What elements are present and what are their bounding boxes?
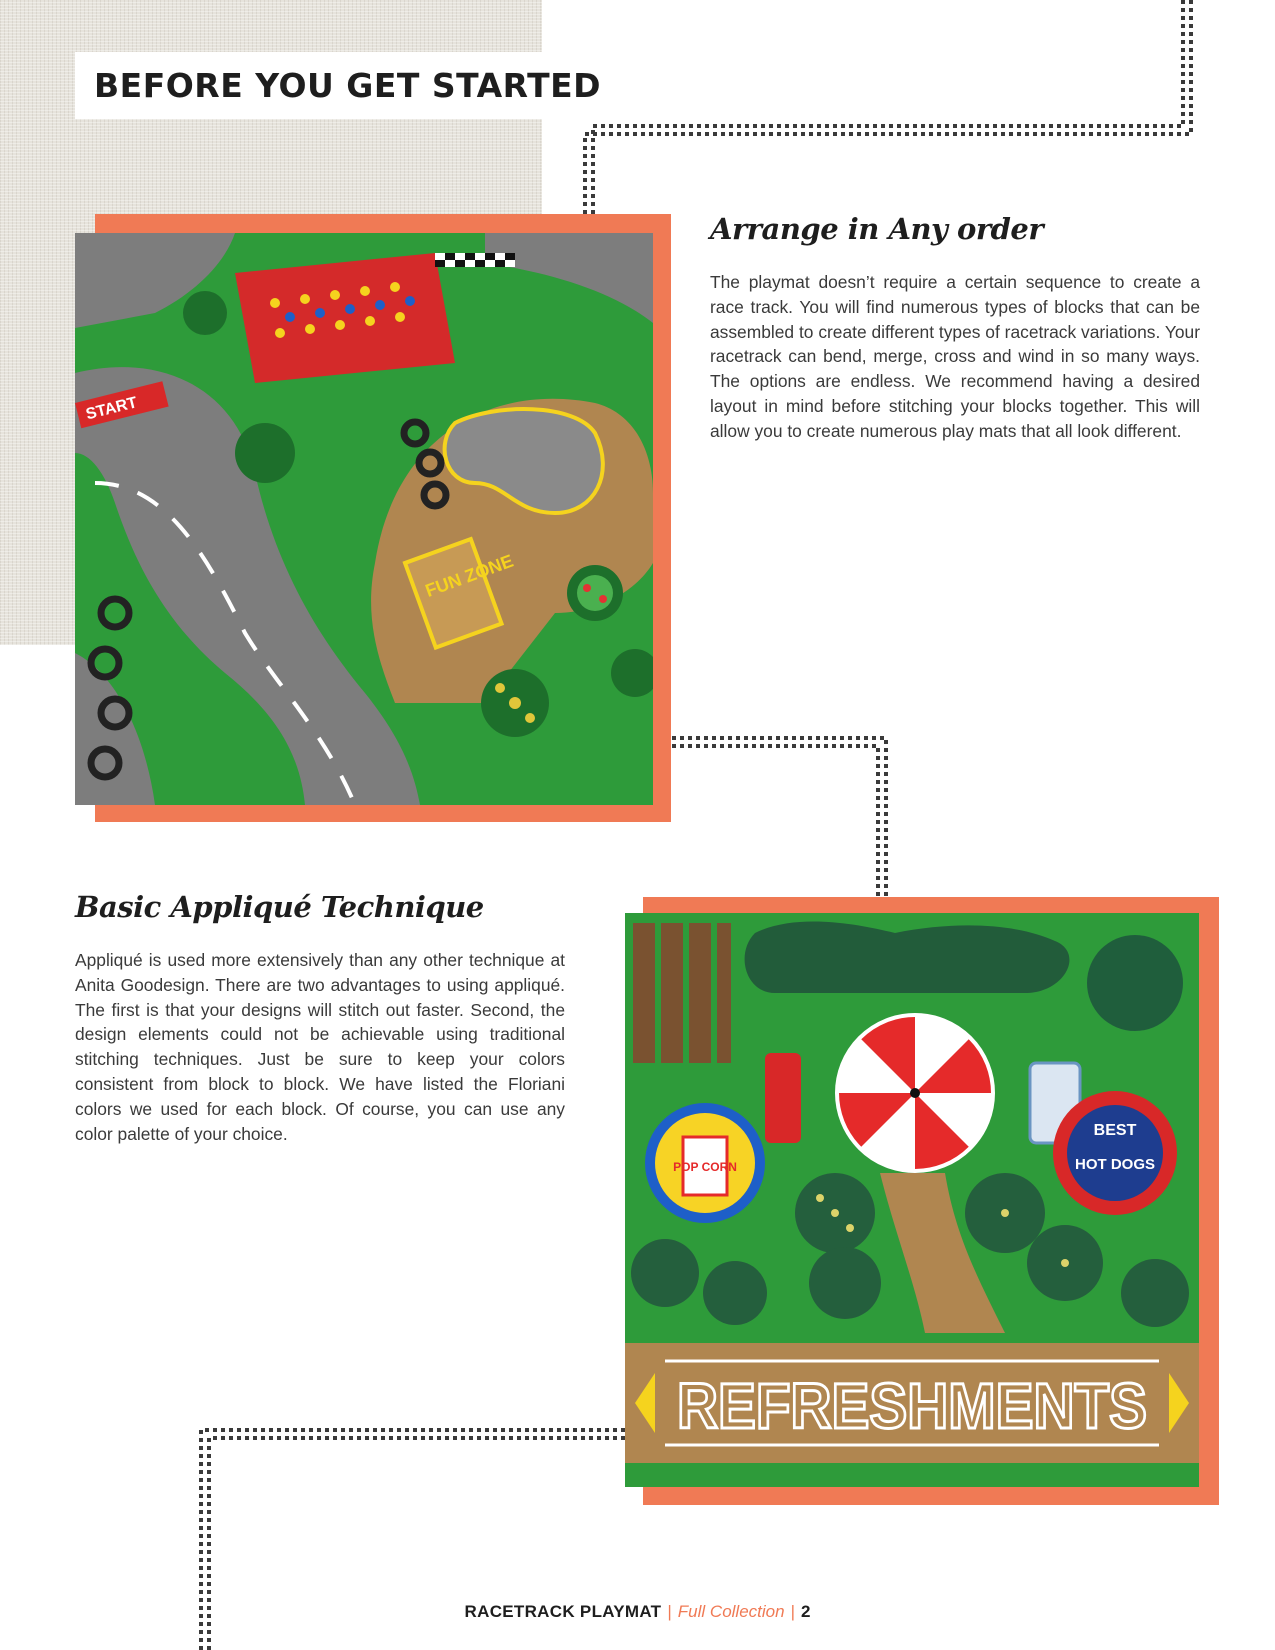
section-heading-arrange: Arrange in Any order <box>710 212 1044 246</box>
hotdogs-label-bottom: HOT DOGS <box>1074 1156 1156 1173</box>
refreshments-photo <box>625 913 1199 1487</box>
start-label: START <box>84 394 139 424</box>
page-title: BEFORE YOU GET STARTED <box>94 66 602 105</box>
footer <box>0 1602 1275 1622</box>
footer-collection: Full Collection <box>677 1602 785 1621</box>
section-body-arrange: The playmat doesn’t require a certain sequence to create a race track. You will find numerous types of blocks that can be assembled to create different types of racetrack variations. Your racetrack can bend, merge, cross and wind in so many ways. The options are endless. We recommend having a desired layout in mind before stitching your blocks together. This will allow you to create numerous play mats that all look different. <box>710 272 1200 441</box>
footer-separator: | <box>667 1602 672 1621</box>
section-body-applique: Appliqué is used more extensively than any other technique at Anita Goodesign. There are two advantages to using appliqué. The first is that your designs will stitch out faster. Second, the design elements could not be achievable using traditional stitching techniques. Just be sure to keep your colors consistent from block to block. We have listed the Floriani colors we used for each block. Of course, you can use any color palette of your choice. <box>75 950 565 1144</box>
footer-page-number: 2 <box>800 1602 811 1621</box>
racetrack-photo <box>75 233 653 805</box>
popcorn-label: POP CORN <box>673 1160 737 1174</box>
hotdogs-label-top: BEST <box>1093 1122 1137 1139</box>
footer-separator-2: | <box>790 1602 795 1621</box>
section-heading-applique: Basic Appliqué Technique <box>75 890 484 924</box>
fun-zone-label: FUN ZONE <box>422 550 516 601</box>
footer-publication: RACETRACK PLAYMAT <box>464 1602 662 1621</box>
refreshments-sign-label: REFRESHMENTS <box>677 1370 1147 1442</box>
